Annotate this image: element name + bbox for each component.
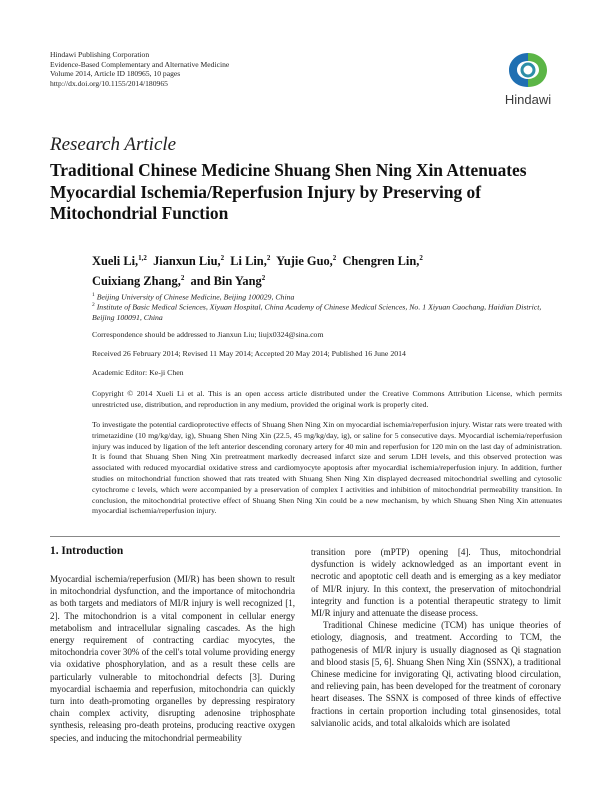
affiliation-1: $^1$ Beijing University of Chinese Medicine, Beijing 100029, China: [92, 292, 295, 302]
journal-header: [50, 50, 229, 88]
journal-name: Evidence-Based Complementary and Alternative Medicine: [50, 59, 230, 69]
abstract: To investigate the potential cardioprotective effects of Shuang Shen Ning Xin on myocardial ischemia/reperfusion injury. Wistar rats were treated with trimetazidine (10 mg/kg/day, ig), Shuang Shen Ning Xin (22.5, 45 mg/kg/day, ig), or saline for 5 consecutive days. Myocardial ischemia/reperfusion injury was induced by ligation of the left anterior descending coronary artery for 40 min and reperfusion for 120 min on the last day of administration. It is found that Shuang Shen Ning Xin pretreatment markedly decreased infarct size and serum LDH levels, and this observed protection was associated with reduced myocardial oxidative stress and cardiomyocyte apoptosis after myocardial ischemia/reperfusion injury. In addition, further studies on mitochondrial function showed that rats treated with Shuang Shen Ning Xin displayed decreased mitochondrial swelling and cytosolic cytochrome c levels, which were accompanied by a preservation of complex I activities and inhibition of mitochondrial permeability transition. In conclusion, the mitochondrial protective effect of Shuang Shen Ning Xin could be a new mechanism, by which Shuang Shen Ning Xin attenuates myocardial ischemia/reperfusion injury.: [92, 420, 562, 516]
publisher-name: Hindawi Publishing Corporation: [50, 50, 150, 59]
author: and Bin Yang$^2$: [190, 274, 266, 289]
copyright-notice: Copyright © 2014 Xueli Li et al. This is an open access article distributed under the Creative Commons Attribution License, which permits unrestricted use, distribution, and reproduction in any medium, provided the original work is properly cited.: [92, 389, 562, 409]
academic-editor: Academic Editor: Ke-ji Chen: [92, 368, 184, 377]
intro-right-column: [311, 546, 561, 729]
article-type: Research Article: [50, 134, 177, 155]
publication-dates: Received 26 February 2014; Revised 11 May 2014; Accepted 20 May 2014; Published 16 June 2014: [92, 349, 406, 358]
intro-paragraph: transition pore (mPTP) opening [4]. Thus, mitochondrial dysfunction is widely acknowledged as an important event in necrotic and apoptotic cell death and is emerging as a key mediator of MI/R injury. In this context, the preservation of mitochondrial integrity and function is a potential therapeutic strategy to limit MI/R injury and attenuate the disease process.: [311, 547, 561, 619]
correspondence: Correspondence should be addressed to Jianxun Liu; liujx0324@sina.com: [92, 330, 324, 339]
author: Jianxun Liu,$^2$: [153, 254, 225, 269]
affiliation-2: $^2$ Institute of Basic Medical Sciences, Xiyuan Hospital, China Academy of Chinese Medical Sciences, No. 1 Xiyuan Caochang, Haidian District, Beijing 100091, China: [92, 302, 542, 323]
author: Cuixiang Zhang,$^2$: [92, 274, 185, 289]
author: Yujie Guo,$^2$: [276, 254, 337, 269]
author: Xueli Li,$^{1,2}$: [92, 254, 147, 269]
section-heading: 1. Introduction: [50, 545, 124, 557]
section-divider: [50, 536, 560, 537]
hindawi-logo-text: Hindawi: [504, 92, 552, 107]
hindawi-logo-icon: [505, 49, 551, 91]
volume-info: Volume 2014, Article ID 180965, 10 pages: [50, 69, 181, 79]
hindawi-logo: [497, 49, 559, 111]
doi-link[interactable]: http://dx.doi.org/10.1155/2014/180965: [50, 78, 168, 88]
paper-title: Traditional Chinese Medicine Shuang Shen Ning Xin Attenuates Myocardial Ischemia/Reperfusion Injury by Preserving of Mitochondrial Function: [50, 160, 527, 223]
author: Chengren Lin,$^2$: [342, 254, 423, 269]
intro-paragraph: Myocardial ischemia/reperfusion (MI/R) has been shown to result in mitochondrial dysfunction, and the importance of mitochondria as both targets and mediators of MI/R injury is well recognized [1, 2]. The mitochondrion is a vital component in cellular energy metabolism and intracellular signaling cascades. As the high energy requirement of contracting cardiac myocytes, the mitochondria cover 30% of the cell's total volume providing energy via oxidative phosphorylation, and as a result these cells are particularly vulnerable to mitochondrial defects [3]. During myocardial ischaemia and reperfusion, mitochondria can quickly turn into death-promoting organelles by depressing respiratory chain complex activity, disrupting adenosine triphosphate synthesis, releasing pro-death proteins, producing reactive oxygen species, and inducing the mitochondrial permeability: [50, 574, 295, 743]
author-list: [92, 250, 512, 290]
author: Li Lin,$^2$: [230, 254, 271, 269]
intro-paragraph: Traditional Chinese medicine (TCM) has unique theories of etiology, diagnosis, and treatment. According to TCM, the pathogenesis of MI/R injury is usually diagnosed as Qi stagnation and blood stasis [5, 6]. Shuang Shen Ning Xin (SSNX), a traditional Chinese medicine for invigorating Qi, activating blood circulation, and relieving pain, has been developed for the treatment of coronary heart diseases. The SSNX is composed of three kinds of effective fractions in certain proportion including total ginsenosides, total salvianolic acids, and total alkaloids which are isolated: [311, 620, 561, 728]
intro-left-column: [50, 573, 295, 744]
